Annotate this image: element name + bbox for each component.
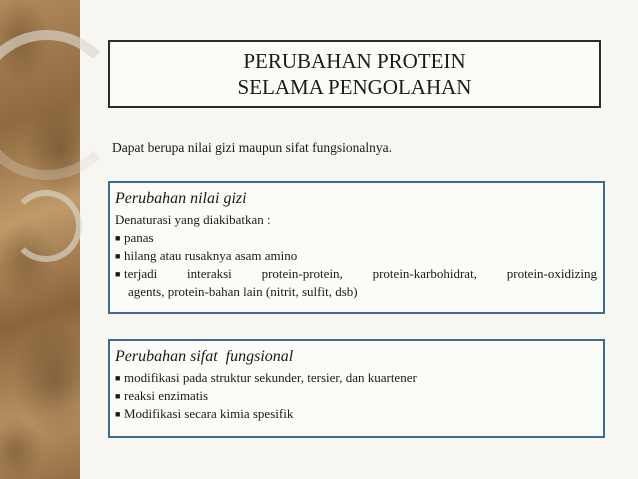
section-heading: Perubahan nilai gizi [115, 190, 247, 207]
swirl-decoration [10, 190, 82, 262]
list-item [115, 229, 597, 247]
bullet-icon: ■ [115, 233, 121, 243]
list-item [115, 405, 597, 423]
list-item [115, 387, 597, 405]
bullet-icon: ■ [115, 269, 121, 279]
bullet-icon: ■ [115, 391, 121, 401]
bullet-icon: ■ [115, 373, 121, 383]
crumpled-paper-decoration [0, 0, 80, 479]
bullet-icon: ■ [115, 251, 121, 261]
functional-change-box [108, 339, 605, 438]
list-item-text: reaksi enzimatis [124, 388, 209, 403]
list-item [115, 369, 597, 387]
list-item-continuation: agents, protein-bahan lain (nitrit, sulfit, dsb) [128, 284, 358, 299]
nutritional-change-box [108, 181, 605, 314]
list-item-text: Modifikasi secara kimia spesifik [124, 406, 294, 421]
intro-text: Dapat berupa nilai gizi maupun sifat fungsionalnya. [112, 140, 393, 155]
slide-title [108, 40, 601, 108]
bullet-icon: ■ [115, 409, 121, 419]
list-item-text: hilang atau rusaknya asam amino [124, 248, 298, 263]
list-item-text: modifikasi pada struktur sekunder, tersier, dan kuartener [124, 370, 417, 385]
section-heading: Perubahan sifat fungsional [115, 348, 294, 365]
list-item [115, 265, 597, 283]
swirl-decoration [0, 30, 122, 180]
list-item-text: terjadi interaksi protein-protein, protein-karbohidrat, protein-oxidizing [124, 266, 597, 281]
list-item [115, 247, 597, 265]
title-line-2: SELAMA PENGOLAHAN [237, 75, 472, 99]
title-line-1: PERUBAHAN PROTEIN [243, 49, 466, 73]
list-item-text: panas [124, 230, 154, 245]
section-subheading: Denaturasi yang diakibatkan : [115, 212, 271, 227]
